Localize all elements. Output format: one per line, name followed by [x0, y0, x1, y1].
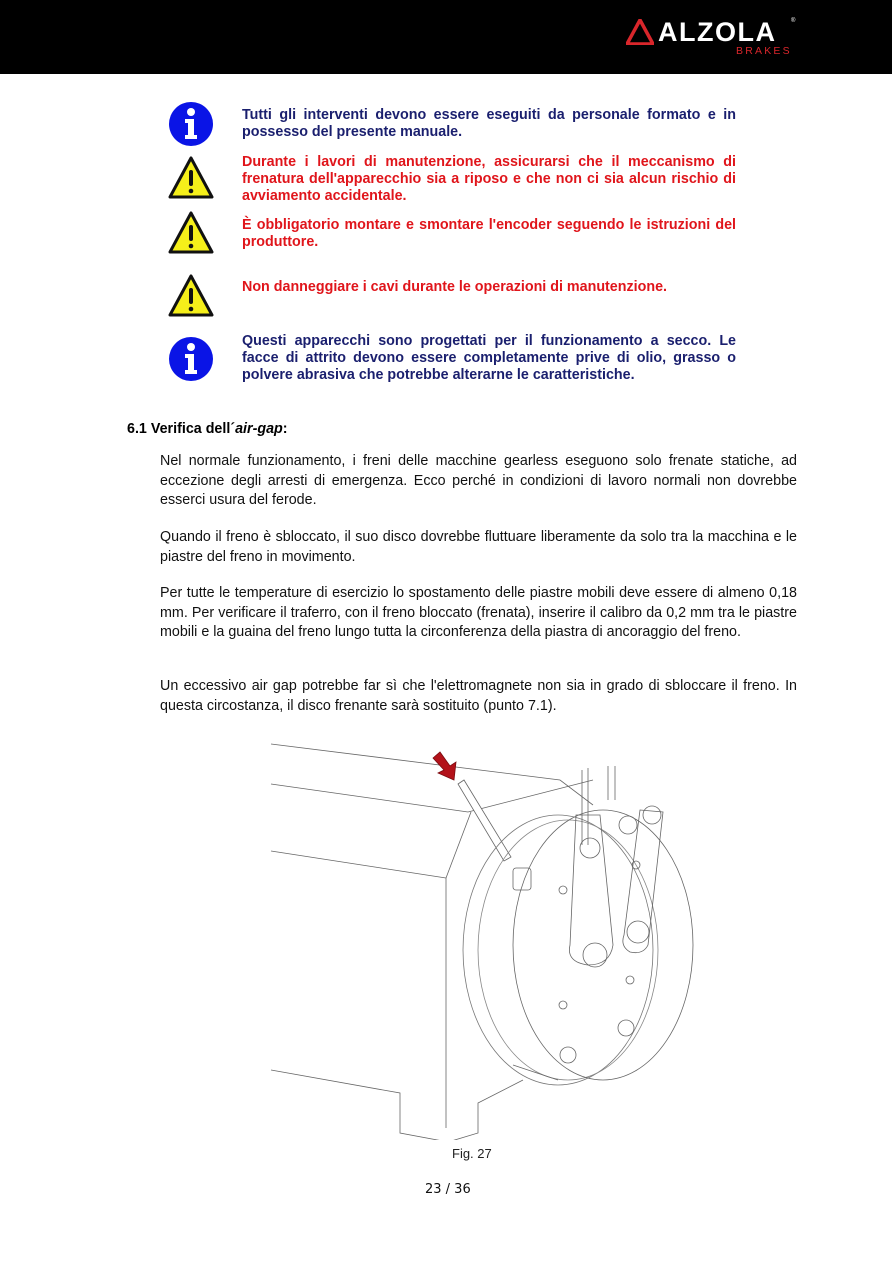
- warning-icon: [168, 210, 214, 256]
- release-levers: [569, 766, 663, 967]
- body-paragraph: Nel normale funzionamento, i freni delle macchine gearless eseguono solo frenate statiche, ad eccezione degli arresti di emergenza. Ecco perché in condizioni di lavoro normali non dovrebbe esserci usura del ferode.: [160, 453, 797, 509]
- brand-subtitle: BRAKES: [736, 45, 792, 57]
- machine-body: [271, 744, 593, 1140]
- info-icon: [168, 101, 214, 147]
- figure-caption: Fig. 27: [452, 1146, 492, 1161]
- logo-triangle-icon: [626, 19, 654, 45]
- section-title-suffix: :: [282, 421, 288, 437]
- feeler-gauge: [458, 780, 511, 861]
- section-heading: [127, 421, 288, 437]
- warning-icon: [168, 273, 214, 319]
- notice-text: Durante i lavori di manutenzione, assicurarsi che il meccanismo di frenatura dell'apparecchio sia a riposo e che non ci sia alcun rischio di avviamento accidentale.: [242, 154, 736, 204]
- body-paragraph: Quando il freno è sbloccato, il suo disco dovrebbe fluttuare liberamente da solo tra la macchina e le piastre del freno in movimento.: [160, 529, 797, 565]
- notice-text: È obbligatorio montare e smontare l'encoder seguendo le istruzioni del produttore.: [242, 217, 736, 250]
- alzola-logo: [626, 16, 801, 60]
- section-title-prefix: Verifica dell´: [150, 421, 236, 437]
- registered-mark: ®: [791, 18, 796, 24]
- body-paragraph: Per tutte le temperature di esercizio lo spostamento delle piastre mobili deve essere di almeno 0,18 mm. Per verificare il traferro, con il freno bloccato (frenata), inserire il calibro da 0,2 mm tra le piastre mobili e la guaina del freno lungo tutta la circonferenza della piastra di ancoraggio del freno.: [160, 585, 797, 641]
- page-number: 23 / 36: [425, 1182, 471, 1197]
- notice-text: Tutti gli interventi devono essere eseguiti da personale formato e in possesso del presente manuale.: [242, 107, 736, 140]
- brand-name: ALZOLA: [658, 17, 777, 47]
- red-arrow-icon: [433, 752, 456, 780]
- notice-text: Questi apparecchi sono progettati per il funzionamento a secco. Le facce di attrito devono essere completamente prive di olio, grasso o polvere abrasiva che potrebbe alterarne le caratteristiche.: [242, 333, 736, 383]
- brake-assembly-drawing: [268, 740, 698, 1140]
- body-paragraph: Un eccessivo air gap potrebbe far sì che l'elettromagnete non sia in grado di sbloccare il freno. In questa circostanza, il disco frenante sarà sostituito (punto 7.1).: [160, 678, 797, 714]
- section-number: 6.1: [127, 421, 147, 437]
- page-header: [0, 0, 892, 74]
- info-icon: [168, 336, 214, 382]
- warning-icon: [168, 155, 214, 201]
- notice-text: Non danneggiare i cavi durante le operazioni di manutenzione.: [242, 279, 668, 295]
- section-title-italic: air-gap: [235, 421, 283, 437]
